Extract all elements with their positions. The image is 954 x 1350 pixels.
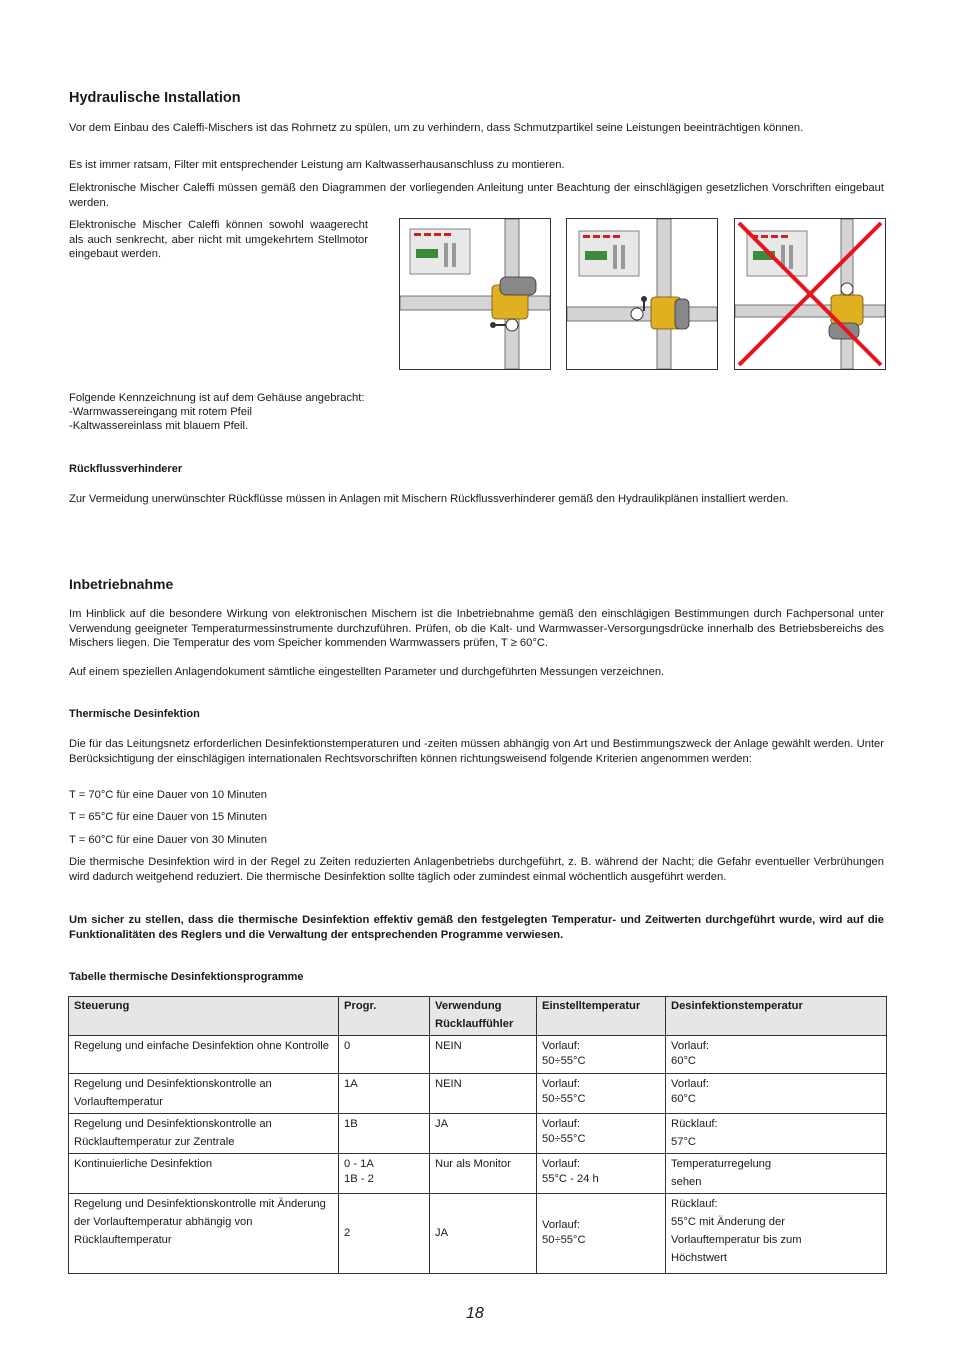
marking-warm: -Warmwassereingang mit rotem Pfeil [69,406,252,418]
paragraph: Auf einem speziellen Anlagendokument sämtliche eingestellten Parameter und durchgeführten Messungen verzeichnen. [69,666,665,678]
table-cell: 2 [339,1194,430,1274]
table-cell: Regelung und Desinfektionskontrolle an Rücklauftemperatur zur Zentrale [69,1114,339,1154]
criterion-line: T = 65°C für eine Dauer von 15 Minuten [69,811,267,823]
table-cell: Vorlauf: 60°C [666,1036,887,1074]
table-cell: Vorlauf: 50÷55°C [537,1114,666,1154]
table-cell: Vorlauf: 50÷55°C [537,1194,666,1274]
installation-figure-horizontal [399,218,551,370]
section-title-inbetriebnahme: Inbetriebnahme [69,576,174,592]
table-cell: Rücklauf: 55°C mit Änderung der Vorlauftemperatur bis zum Höchstwert [666,1194,887,1274]
bold-note: Um sicher zu stellen, dass die thermische Desinfektion effektiv gemäß den festgelegten Temperatur- und Zeitwerten durchgeführt wurde, wird auf die Funktionalitäten des Reglers und die Verwaltung der entsprechenden Programme verwiesen. [69,914,884,941]
table-cell: 0 [339,1036,430,1074]
paragraph: Die thermische Desinfektion wird in der Regel zu Zeiten reduzierten Anlagenbetriebs durchgeführt, z. B. während der Nacht; die Gefahr eventueller Verbrühungen wird dadurch weitgehend reduziert. Die thermische Desinfektion sollte täglich oder zumindest einmal wöchentlich ausgeführt werden. [69,856,884,883]
table-cell: Regelung und Desinfektionskontrolle mit Änderung der Vorlauftemperatur abhängig von Rücklauftemperatur [69,1194,339,1274]
paragraph: Vor dem Einbau des Caleffi-Mischers ist das Rohrnetz zu spülen, um zu verhindern, dass Schmutzpartikel seine Leistungen beeinträchtigen können. [69,122,804,134]
column-header: Desinfektionstemperatur [666,997,887,1036]
table-header-row [69,997,887,1036]
paragraph: Im Hinblick auf die besondere Wirkung von elektronischen Mischern ist die Inbetriebnahme gemäß den einschlägigen Bestimmungen durch Fachpersonal unter Verwendung geeigneter Temperaturmessinstrumente durchzuführen. Prüfen, ob die Kalt- und Warmwasser-Versorgungsdrücke innerhalb des Betriebsbereichs des Mischers liegen. Die Temperatur des vom Speicher kommenden Warmwassers prüfen, T ≥ 60°C. [69,608,884,649]
table-cell: Vorlauf: 50÷55°C [537,1074,666,1114]
criterion-line: T = 60°C für eine Dauer von 30 Minuten [69,834,267,846]
marking-cold: -Kaltwassereinlass mit blauem Pfeil. [69,420,249,432]
table-title: Tabelle thermische Desinfektionsprogramme [69,971,304,983]
table-cell: 0 - 1A 1B - 2 [339,1154,430,1194]
table-cell: 1B [339,1114,430,1154]
paragraph: Zur Vermeidung unerwünschter Rückflüsse müssen in Anlagen mit Mischern Rückflussverhinderer gemäß den Hydraulikplänen installiert werden. [69,493,789,505]
paragraph: Die für das Leitungsnetz erforderlichen Desinfektionstemperaturen und -zeiten müssen abhängig von Art und Bestimmungszweck der Anlage gewählt werden. Unter Berücksichtigung der einschlägigen internationalen Rechtsvorschriften können richtungsweisend folgende Kriterien angenommen werden: [69,738,884,765]
table-cell: Rücklauf: 57°C [666,1114,887,1154]
table-cell: Regelung und einfache Desinfektion ohne Kontrolle [69,1036,339,1074]
section-title-hydraulik: Hydraulische Installation [69,90,241,106]
table-cell: Vorlauf: 55°C - 24 h [537,1154,666,1194]
table-cell: Kontinuierliche Desinfektion [69,1154,339,1194]
table-row [69,1036,887,1074]
table-row [69,1154,887,1194]
column-header: Verwendung Rücklauffühler [430,997,537,1036]
table-row [69,1194,887,1274]
table-cell: JA [430,1194,537,1274]
table-cell: JA [430,1114,537,1154]
paragraph: Elektronische Mischer Caleffi müssen gemäß den Diagrammen der vorliegenden Anleitung unter Beachtung der einschlägigen gesetzlichen Vorschriften eingebaut werden. [69,182,884,209]
installation-figure-inverted-crossed [734,218,886,370]
paragraph: Es ist immer ratsam, Filter mit entsprechender Leistung am Kaltwasserhausanschluss zu montieren. [69,159,565,171]
marking-intro: Folgende Kennzeichnung ist auf dem Gehäuse angebracht: [69,392,365,404]
subsection-title-rueckfluss: Rückflussverhinderer [69,463,183,475]
table-cell: NEIN [430,1074,537,1114]
table-cell: Temperaturregelung sehen [666,1154,887,1194]
column-header: Progr. [339,997,430,1036]
table-cell: Vorlauf: 50÷55°C [537,1036,666,1074]
paragraph: Elektronische Mischer Caleffi können sowohl waagerecht als auch senkrecht, aber nicht mit umgekehrtem Stellmotor eingebaut werden. [69,219,368,260]
column-header: Einstelltemperatur [537,997,666,1036]
table-row [69,1114,887,1154]
table-cell: Nur als Monitor [430,1154,537,1194]
table-cell: NEIN [430,1036,537,1074]
column-header: Steuerung [69,997,339,1036]
installation-figure-vertical [566,218,718,370]
subsection-title-desinfektion: Thermische Desinfektion [69,708,200,720]
table-cell: 1A [339,1074,430,1114]
table-cell: Regelung und Desinfektionskontrolle an Vorlauftemperatur [69,1074,339,1114]
page-number: 18 [466,1305,484,1322]
criterion-line: T = 70°C für eine Dauer von 10 Minuten [69,789,267,801]
disinfection-programs-table [68,996,887,1274]
table-row [69,1074,887,1114]
table-cell: Vorlauf: 60°C [666,1074,887,1114]
